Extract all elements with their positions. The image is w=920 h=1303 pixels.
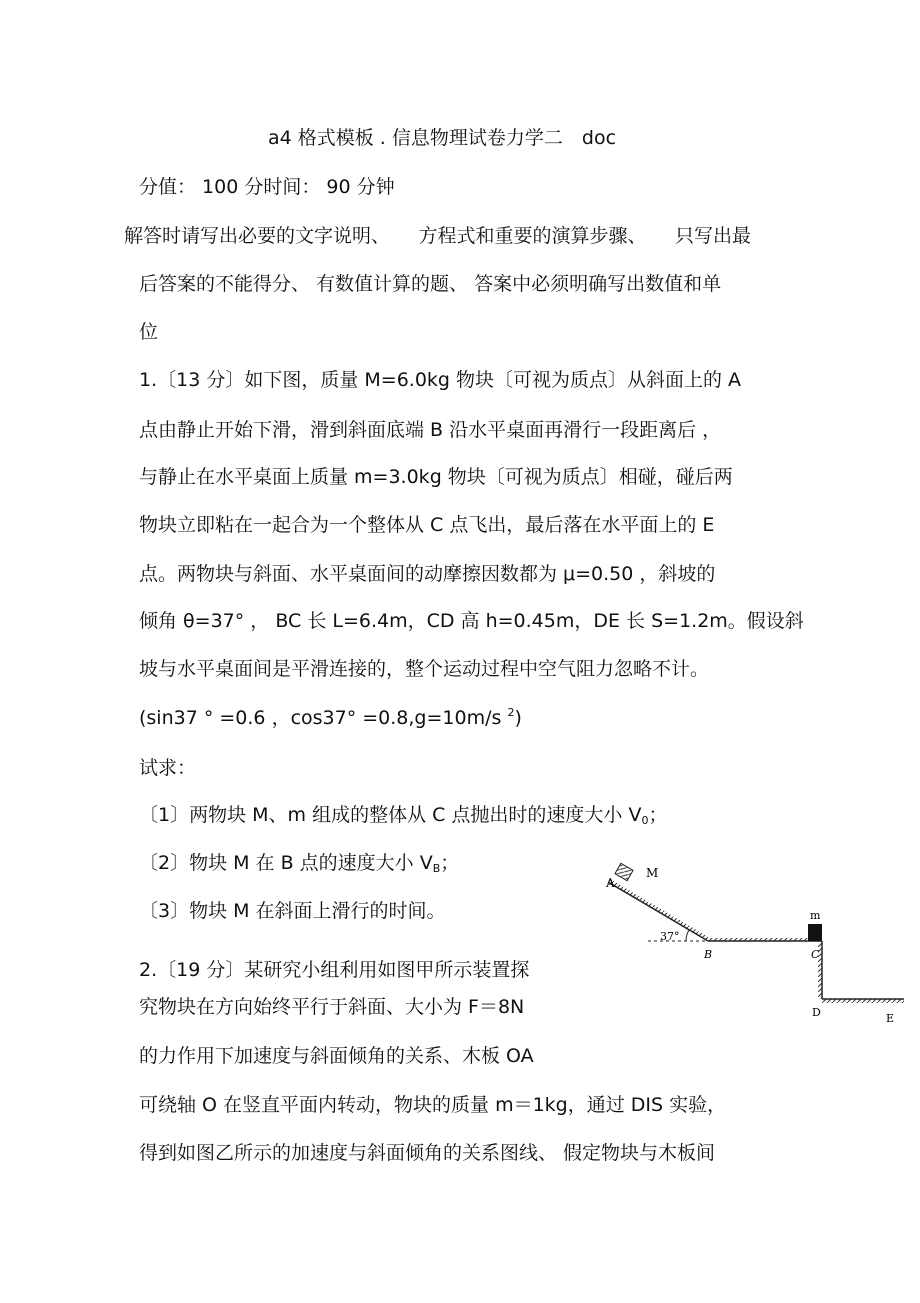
- block-M: [615, 863, 633, 880]
- label-m: m: [810, 909, 821, 922]
- constants-superscript: 2: [507, 706, 515, 719]
- instruction-line: 后答案的不能得分、 有数值计算的题、 答案中必须明确写出数值和单: [139, 273, 722, 295]
- label-M: M: [646, 866, 659, 880]
- instruction-line: 位: [139, 321, 159, 343]
- q1-line: 物块立即粘在一起合为一个整体从 C 点飞出，最后落在水平面上的 E: [139, 514, 715, 536]
- instruction-line: 解答时请写出必要的文字说明、 方程式和重要的演算步骤、 只写出最: [124, 225, 752, 247]
- block-m: [808, 924, 822, 941]
- q2-line: 究物块在方向始终平行于斜面、大小为 F＝8N: [139, 996, 525, 1018]
- q1-ask: 试求：: [139, 757, 197, 779]
- q1-line: 倾角 θ=37° ， BC 长 L=6.4m，CD 高 h=0.45m，DE 长 S=1.2m。假设斜: [139, 610, 804, 632]
- q1-line: 坡与水平桌面间是平滑连接的，整个运动过程中空气阻力忽略不计。: [139, 658, 710, 680]
- q1-constants: [139, 706, 522, 733]
- label-C: C: [811, 948, 820, 961]
- sub2-text: 〔2〕物块 M 在 B 点的速度大小 V: [139, 852, 433, 874]
- q1-sub2: [139, 851, 459, 878]
- slope-surface: [608, 882, 708, 941]
- constants-end: ): [514, 707, 522, 729]
- label-B: B: [704, 948, 713, 961]
- sub1-text: 〔1〕两物块 M、m 组成的整体从 C 点抛出时的速度大小 V: [139, 804, 642, 826]
- sub1-end: ；: [648, 804, 668, 826]
- q1-line: 点。两物块与斜面、水平桌面间的动摩擦因数都为 μ=0.50 ，斜坡的: [139, 563, 716, 585]
- doc-meta: 分值： 100 分时间： 90 分钟: [139, 176, 395, 198]
- angle-arc: [686, 930, 689, 941]
- label-D: D: [812, 1006, 821, 1019]
- sub2-subscript: B: [432, 862, 441, 875]
- q2-line: 2.〔19 分〕某研究小组利用如图甲所示装置探: [139, 959, 530, 981]
- label-A: A: [606, 876, 615, 890]
- incline-diagram: [598, 852, 908, 1032]
- q1-sub1: [139, 803, 667, 830]
- label-E: E: [886, 1012, 895, 1025]
- sub2-end: ；: [440, 852, 460, 874]
- q1-line: 1.〔13 分〕如下图，质量 M=6.0kg 物块〔可视为质点〕从斜面上的 A: [139, 369, 742, 391]
- sub1-subscript: 0: [641, 814, 649, 827]
- q1-line: 与静止在水平桌面上质量 m=3.0kg 物块〔可视为质点〕相碰，碰后两: [139, 466, 733, 488]
- q1-line: 点由静止开始下滑，滑到斜面底端 B 沿水平桌面再滑行一段距离后 ，: [139, 419, 722, 441]
- q1-sub3: 〔3〕物块 M 在斜面上滑行的时间。: [139, 900, 446, 922]
- label-angle: 37°: [660, 930, 680, 943]
- q2-line: 的力作用下加速度与斜面倾角的关系、木板 OA: [139, 1045, 534, 1067]
- constants-text: (sin37 ° =0.6 ，cos37° =0.8,g=10m/s: [139, 707, 508, 729]
- slope-hatch: [608, 879, 710, 941]
- q2-line: 可绕轴 O 在竖直平面内转动，物块的质量 m＝1kg，通过 DIS 实验，: [139, 1094, 727, 1116]
- q2-line: 得到如图乙所示的加速度与斜面倾角的关系图线、 假定物块与木板间: [139, 1142, 716, 1164]
- doc-title: a4 格式模板 . 信息物理试卷力学二 doc: [268, 127, 617, 149]
